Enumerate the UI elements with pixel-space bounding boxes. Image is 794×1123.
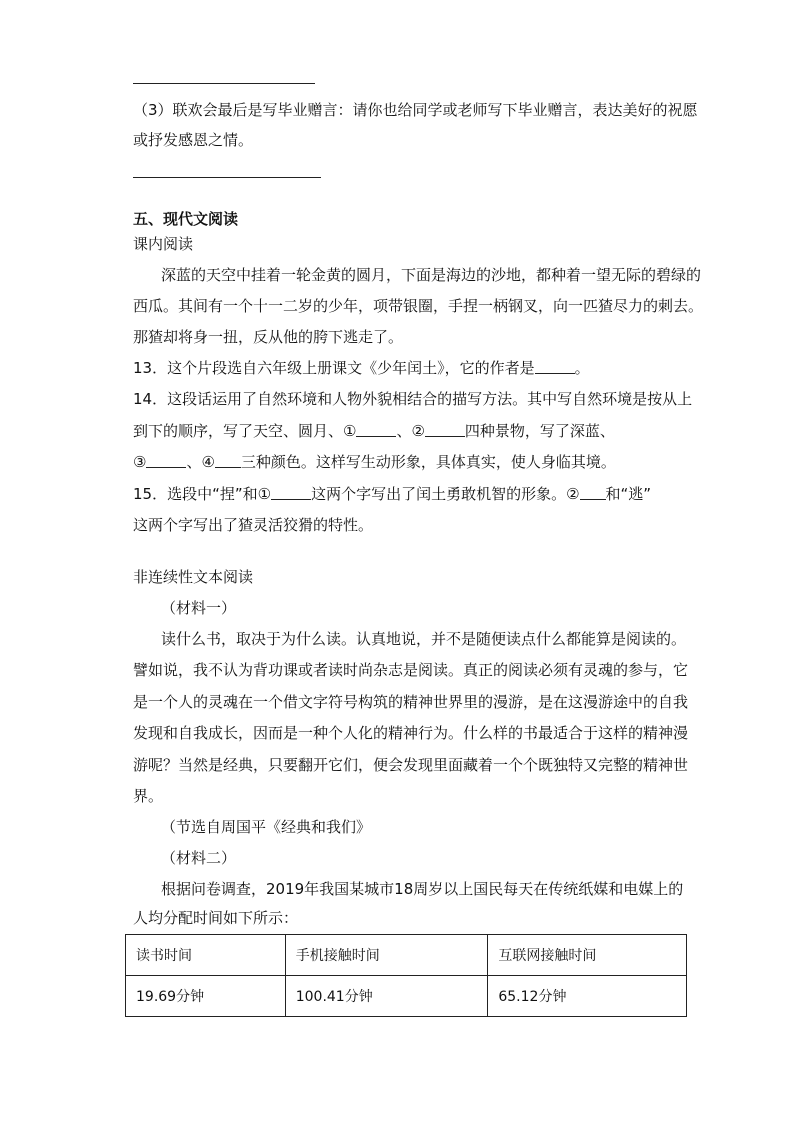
material-2-label: （材料二） [161,849,237,867]
question-13 [133,358,590,378]
material-1-label: （材料一） [161,599,237,617]
q13-blank[interactable] [535,358,575,374]
question-14-line-3 [133,452,616,472]
q15-blank-2[interactable] [580,484,606,500]
q15-text-c: 和“逃” [605,485,652,503]
material-1-line-6: 界。 [133,787,164,805]
question-15-line-1 [133,484,651,504]
answer-line-q3 [133,177,321,178]
q3-line-1: （3）联欢会最后是写毕业赠言：请你也给同学或老师写下毕业赠言，表达美好的祝愿 [133,101,698,119]
question-14-line-1: 14．这段话运用了自然环境和人物外貌相结合的描写方法。其中写自然环境是按从上 [133,390,693,408]
material-1-source: （节选自周国平《经典和我们》 [161,818,372,836]
q14-blank-3[interactable] [146,452,186,468]
q15-blank-1[interactable] [271,484,311,500]
q14-blank-4[interactable] [215,452,241,468]
table-header-row [126,935,687,976]
q15-text-b: 这两个字写出了闰土勇敢机智的形象。② [311,485,580,503]
table-cell: 100.41分钟 [285,976,488,1017]
section-heading: 五、现代文阅读 [133,210,239,228]
q14-blank-1[interactable] [356,421,396,437]
q14-text-f: 三种颜色。这样写生动形象，具体真实，使人身临其境。 [240,453,616,471]
material-2-line-2: 人均分配时间如下所示： [133,909,299,927]
table-cell: 19.69分钟 [126,976,286,1017]
question-15-line-2: 这两个字写出了猹灵活狡猾的特性。 [133,516,374,534]
q13-end: 。 [574,359,590,377]
q14-text-a: 到下的顺序，写了天空、圆月、① [133,422,357,440]
table-header-cell: 互联网接触时间 [488,935,687,976]
passage-line-3: 那猹却将身一扭，反从他的胯下逃走了。 [133,328,404,346]
material-2-line-1: 根据问卷调查，2019年我国某城市18周岁以上国民每天在传统纸媒和电媒上的 [161,880,684,898]
material-1-line-5: 游呢？当然是经典，只要翻开它们，便会发现里面藏着一个个既独特又完整的精神世 [133,756,689,774]
passage-line-1: 深蓝的天空中挂着一轮金黄的圆月，下面是海边的沙地，都种着一望无际的碧绿的 [161,266,702,284]
table-row [126,976,687,1017]
q13-text: 13．这个片段选自六年级上册课文《少年闰土》，它的作者是 [133,359,535,377]
material-1-line-1: 读什么书，取决于为什么读。认真地说，并不是随便读点什么都能算是阅读的。 [161,630,687,648]
question-14-line-2 [133,421,615,441]
table-header-cell: 手机接触时间 [285,935,488,976]
answer-line-q2 [133,83,315,84]
table-header-cell: 读书时间 [126,935,286,976]
sub-heading-non-continuous: 非连续性文本阅读 [133,568,254,586]
material-1-line-4: 发现和自我成长，因而是一种个人化的精神行为。什么样的书最适合于这样的精神漫 [133,724,689,742]
material-1-line-3: 是一个人的灵魂在一个借文字符号构筑的精神世界里的漫游，是在这漫游途中的自我 [133,693,689,711]
q14-blank-2[interactable] [425,421,465,437]
q14-text-d: ③ [133,453,147,471]
sub-heading-in-class: 课内阅读 [133,235,194,253]
reading-time-table [125,934,687,1017]
q3-line-2: 或抒发感恩之情。 [133,131,254,149]
material-1-line-2: 譬如说，我不认为背功课或者读时尚杂志是阅读。真正的阅读必须有灵魂的参与，它 [133,661,689,679]
q14-text-b: 、② [396,422,425,440]
q15-text-a: 15．选段中“捏”和① [133,485,272,503]
q14-text-c: 四种景物，写了深蓝、 [464,422,615,440]
q14-text-e: 、④ [186,453,215,471]
table-cell: 65.12分钟 [488,976,687,1017]
passage-line-2: 西瓜。其间有一个十一二岁的少年，项带银圈，手捏一柄钢叉，向一匹猹尽力的刺去。 [133,297,704,315]
